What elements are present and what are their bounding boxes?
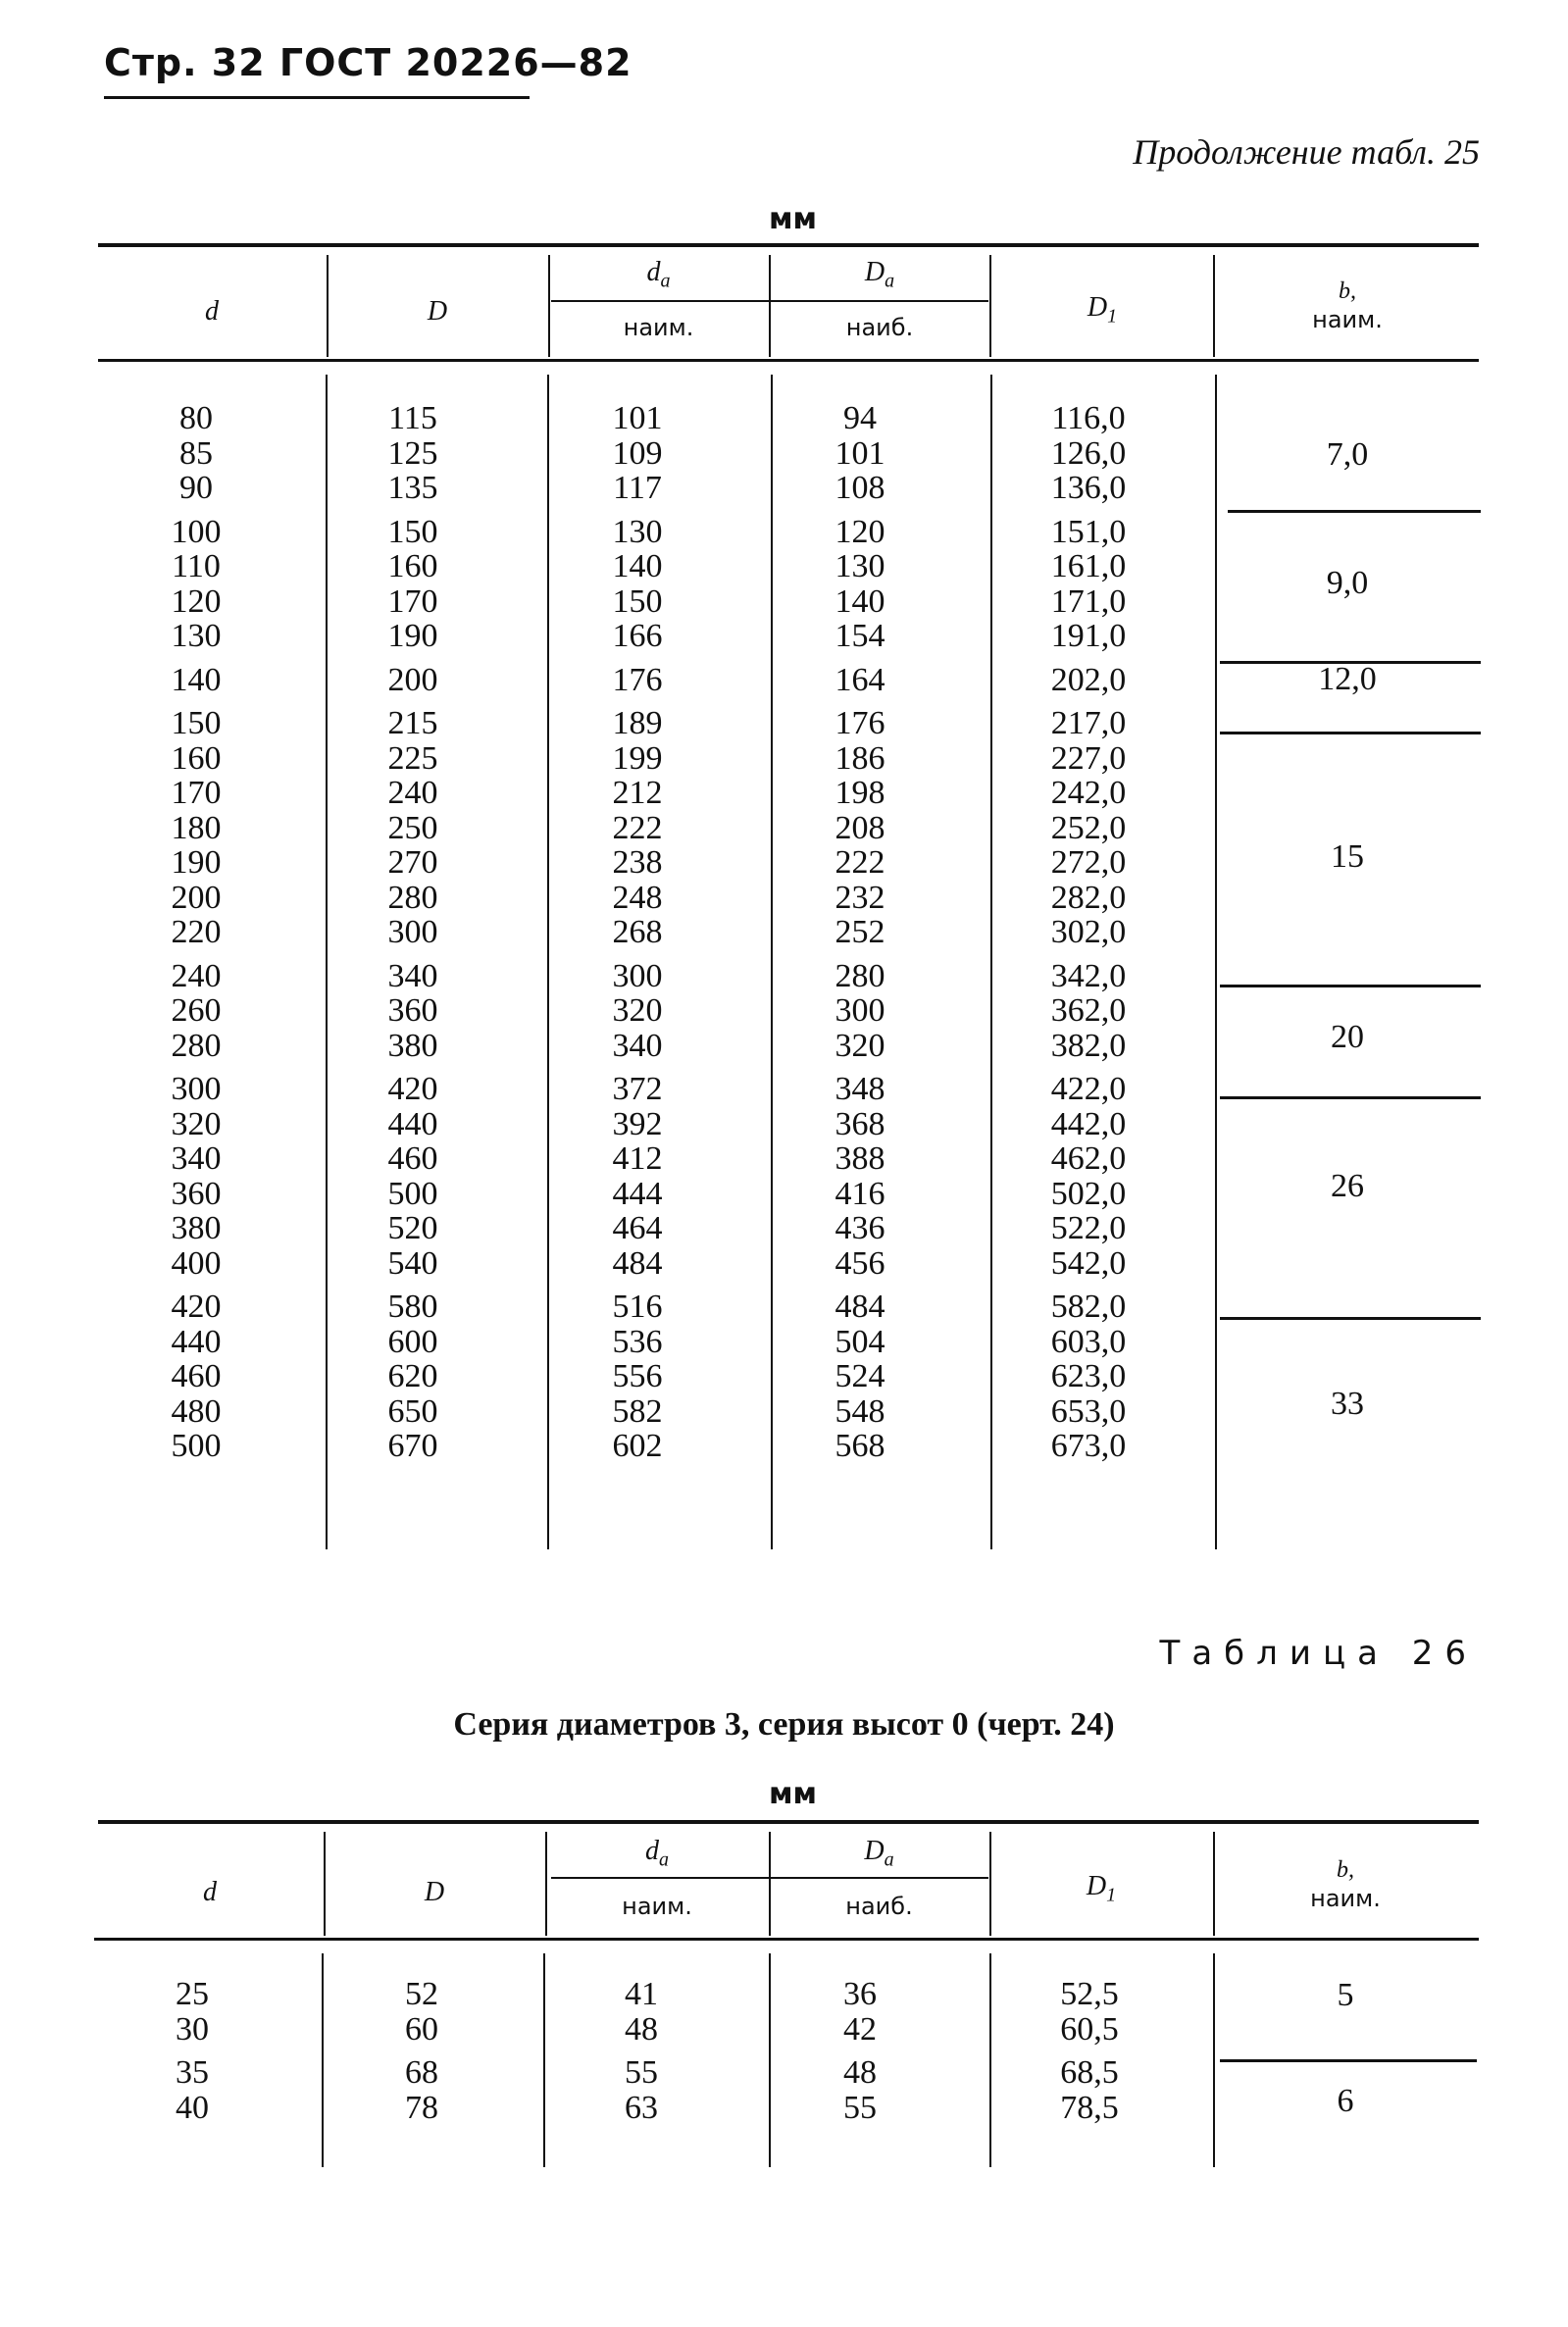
- table-cell-d: 80: [179, 400, 213, 436]
- table-cell-D1: 302,0: [1050, 914, 1127, 950]
- table25-b-26: 26: [1331, 1168, 1364, 1204]
- table-cell-da: 63: [625, 2089, 658, 2126]
- table-cell-da: 212: [612, 775, 663, 811]
- table-cell-D: 190: [387, 618, 438, 654]
- table-cell-d: 30: [176, 2010, 209, 2048]
- table-cell-d: 500: [171, 1428, 222, 1464]
- table25-header-d: d: [205, 296, 219, 327]
- table-cell-Da: 186: [835, 739, 885, 777]
- table-cell-D: 600: [387, 1323, 438, 1360]
- table25-header-D1: $D_1$: [1087, 292, 1118, 328]
- table26-header-b: b,: [1337, 1857, 1354, 1883]
- table-cell-D1: 68,5: [1060, 2054, 1119, 2091]
- table-cell-da: 176: [612, 661, 663, 698]
- table-cell-D1: 171,0: [1050, 582, 1127, 620]
- table-cell-D: 215: [387, 705, 438, 741]
- table25-b-20: 20: [1331, 1019, 1364, 1055]
- table26-header-Da: $D_a$: [864, 1836, 894, 1871]
- table-cell-d: 440: [171, 1323, 222, 1360]
- table-cell-D1: 623,0: [1050, 1358, 1127, 1394]
- table-cell-d: 25: [176, 1976, 209, 2012]
- table-cell-d: 110: [172, 548, 221, 584]
- table-cell-d: 480: [171, 1392, 222, 1430]
- table-cell-D: 60: [405, 2010, 438, 2048]
- table-cell-D1: 582,0: [1050, 1289, 1127, 1325]
- table25-col-D: [327, 401, 499, 1464]
- table26-caption: Серия диаметров 3, серия высот 0 (черт. 24): [453, 1706, 1115, 1743]
- table-cell-D: 420: [387, 1071, 438, 1107]
- table-cell-D1: 202,0: [1050, 661, 1127, 698]
- table-cell-D: 170: [387, 582, 438, 620]
- table25-b-9: 9,0: [1326, 565, 1369, 601]
- table-cell-Da: 548: [835, 1392, 885, 1430]
- table-cell-D1: 382,0: [1050, 1027, 1127, 1064]
- table-cell-D: 160: [387, 548, 438, 584]
- table-cell-D: 580: [387, 1289, 438, 1325]
- table-cell-D: 650: [387, 1392, 438, 1430]
- table-cell-D: 460: [387, 1140, 438, 1177]
- table-cell-Da: 198: [835, 775, 885, 811]
- table-cell-Da: 484: [835, 1289, 885, 1325]
- table-cell-da: 412: [612, 1140, 663, 1177]
- table25-b-33: 33: [1331, 1386, 1364, 1422]
- table-cell-D1: 502,0: [1050, 1175, 1127, 1212]
- table-cell-D: 380: [387, 1027, 438, 1064]
- table-cell-D: 150: [387, 513, 438, 550]
- table-cell-Da: 48: [843, 2054, 877, 2091]
- page-header: Стр. 32 ГОСТ 20226—82: [104, 41, 632, 84]
- table26-header-da-sub: наим.: [622, 1893, 692, 1920]
- table-cell-d: 220: [171, 914, 222, 950]
- table-cell-D1: 542,0: [1050, 1244, 1127, 1282]
- table-cell-D1: 242,0: [1050, 775, 1127, 811]
- table26-label: Таблица 26: [1159, 1634, 1478, 1673]
- header-rule: [104, 96, 530, 99]
- table25-b-12: 12,0: [1318, 661, 1377, 697]
- table-cell-d: 200: [171, 879, 222, 916]
- table25-header-da: $d_a$: [646, 257, 671, 292]
- table-cell-Da: 504: [835, 1323, 885, 1360]
- table-cell-d: 100: [171, 513, 222, 550]
- table-cell-D: 360: [387, 992, 438, 1029]
- table-cell-Da: 222: [835, 844, 885, 881]
- table25-top-rule: [98, 243, 1479, 247]
- table-cell-D: 135: [387, 470, 438, 506]
- table-cell-D: 52: [405, 1976, 438, 2012]
- table-cell-Da: 388: [835, 1140, 885, 1177]
- table-cell-D1: 653,0: [1050, 1392, 1127, 1430]
- table-cell-da: 140: [612, 548, 663, 584]
- table-cell-d: 170: [171, 775, 222, 811]
- table-cell-da: 55: [625, 2054, 658, 2091]
- table-cell-da: 372: [612, 1071, 663, 1107]
- table-cell-Da: 416: [835, 1175, 885, 1212]
- table-cell-Da: 101: [835, 434, 885, 472]
- table-cell-da: 238: [612, 844, 663, 881]
- continuation-label: Продолжение табл. 25: [1133, 132, 1480, 172]
- table-cell-da: 320: [612, 992, 663, 1029]
- table-cell-d: 90: [179, 470, 213, 506]
- table-cell-da: 41: [625, 1976, 658, 2012]
- table-cell-Da: 208: [835, 809, 885, 846]
- table-cell-d: 140: [171, 661, 222, 698]
- table-cell-da: 268: [612, 914, 663, 950]
- table-cell-Da: 42: [843, 2010, 877, 2048]
- table-cell-Da: 176: [835, 705, 885, 741]
- table-cell-D: 240: [387, 775, 438, 811]
- table-cell-Da: 348: [835, 1071, 885, 1107]
- table-cell-D1: 136,0: [1050, 470, 1127, 506]
- table-cell-D: 280: [387, 879, 438, 916]
- table-cell-d: 130: [171, 618, 222, 654]
- table-cell-da: 199: [612, 739, 663, 777]
- table26-b-6: 6: [1337, 2083, 1354, 2119]
- table-cell-D: 225: [387, 739, 438, 777]
- table-cell-Da: 108: [835, 470, 885, 506]
- table-cell-d: 240: [171, 957, 222, 994]
- table-cell-Da: 130: [835, 548, 885, 584]
- table-cell-D: 520: [387, 1210, 438, 1246]
- table-cell-da: 464: [612, 1210, 663, 1246]
- table-cell-D1: 60,5: [1060, 2010, 1119, 2048]
- table-cell-Da: 320: [835, 1027, 885, 1064]
- table-cell-D: 620: [387, 1358, 438, 1394]
- table-cell-D: 78: [405, 2089, 438, 2126]
- table26-header-D: D: [424, 1877, 445, 1907]
- table-cell-da: 248: [612, 879, 663, 916]
- table-cell-da: 48: [625, 2010, 658, 2048]
- table-cell-Da: 456: [835, 1244, 885, 1282]
- table-cell-d: 320: [171, 1105, 222, 1142]
- table25-b-15: 15: [1331, 838, 1364, 875]
- table-cell-Da: 55: [843, 2089, 877, 2126]
- table-cell-da: 484: [612, 1244, 663, 1282]
- table-cell-Da: 568: [835, 1428, 885, 1464]
- table26-col-Da: [769, 1977, 951, 2125]
- table25-header-da-sub: наим.: [623, 314, 694, 341]
- table-cell-D1: 342,0: [1050, 957, 1127, 994]
- table-cell-da: 189: [612, 705, 663, 741]
- table-cell-Da: 232: [835, 879, 885, 916]
- table-cell-da: 166: [612, 618, 663, 654]
- table-cell-D: 300: [387, 914, 438, 950]
- table26-header-Da-sub: наиб.: [845, 1893, 913, 1920]
- table26-header-b-sub: наим.: [1310, 1885, 1381, 1912]
- table25-Da-subrule: [771, 300, 988, 302]
- table-cell-D: 200: [387, 661, 438, 698]
- table-cell-D1: 78,5: [1060, 2089, 1119, 2126]
- table-cell-da: 444: [612, 1175, 663, 1212]
- table-cell-D1: 252,0: [1050, 809, 1127, 846]
- table-cell-d: 460: [171, 1358, 222, 1394]
- table-cell-da: 109: [612, 434, 663, 472]
- table-cell-da: 222: [612, 809, 663, 846]
- table-cell-D: 540: [387, 1244, 438, 1282]
- table-cell-d: 160: [171, 739, 222, 777]
- table-cell-Da: 164: [835, 661, 885, 698]
- table-cell-D: 270: [387, 844, 438, 881]
- table-cell-d: 40: [176, 2089, 209, 2126]
- table-cell-D1: 282,0: [1050, 879, 1127, 916]
- table-cell-D1: 422,0: [1050, 1071, 1127, 1107]
- table-cell-D: 670: [387, 1428, 438, 1464]
- table-cell-d: 380: [171, 1210, 222, 1246]
- table-cell-D1: 126,0: [1050, 434, 1127, 472]
- table-cell-D1: 522,0: [1050, 1210, 1127, 1246]
- table25-b-7: 7,0: [1326, 436, 1369, 473]
- table26-top-rule: [98, 1820, 1479, 1824]
- table-cell-da: 582: [612, 1392, 663, 1430]
- table-cell-D: 125: [387, 434, 438, 472]
- table-cell-D1: 673,0: [1050, 1428, 1127, 1464]
- table-cell-d: 180: [171, 809, 222, 846]
- table25-header-b-sub: наим.: [1312, 306, 1383, 333]
- table-cell-da: 130: [612, 513, 663, 550]
- table-cell-da: 392: [612, 1105, 663, 1142]
- table26-header-D1: $D_1$: [1086, 1871, 1117, 1906]
- table-cell-Da: 300: [835, 992, 885, 1029]
- table-cell-Da: 120: [835, 513, 885, 550]
- table26-header-da: $d_a$: [645, 1836, 669, 1871]
- table25-header-D: D: [427, 296, 448, 327]
- table-cell-d: 260: [171, 992, 222, 1029]
- table25-unit: мм: [769, 202, 818, 236]
- table-cell-d: 35: [176, 2054, 209, 2091]
- table25-header-rule: [98, 359, 1479, 362]
- table25-da-subrule: [551, 300, 769, 302]
- table26-header-rule: [94, 1938, 1479, 1941]
- table-cell-Da: 36: [843, 1976, 877, 2012]
- table-cell-d: 150: [171, 705, 222, 741]
- table-cell-Da: 252: [835, 914, 885, 950]
- table26-unit: мм: [769, 1777, 818, 1811]
- table-cell-d: 400: [171, 1244, 222, 1282]
- table-cell-da: 602: [612, 1428, 663, 1464]
- table-cell-D: 500: [387, 1175, 438, 1212]
- table-cell-D: 440: [387, 1105, 438, 1142]
- table25-col-da: [548, 401, 727, 1464]
- table-cell-da: 516: [612, 1289, 663, 1325]
- table-cell-Da: 140: [835, 582, 885, 620]
- table-cell-d: 420: [171, 1289, 222, 1325]
- table-cell-d: 360: [171, 1175, 222, 1212]
- table-cell-D1: 603,0: [1050, 1323, 1127, 1360]
- table-cell-d: 340: [171, 1140, 222, 1177]
- table-cell-Da: 436: [835, 1210, 885, 1246]
- table-cell-Da: 94: [843, 400, 877, 436]
- table-cell-D1: 217,0: [1050, 705, 1127, 741]
- table-cell-D: 250: [387, 809, 438, 846]
- table26-col-da: [545, 1977, 737, 2125]
- table-cell-Da: 524: [835, 1358, 885, 1394]
- table-cell-da: 101: [612, 400, 663, 436]
- table-cell-d: 120: [171, 582, 222, 620]
- table-cell-D1: 116,0: [1051, 400, 1126, 436]
- table-cell-d: 280: [171, 1027, 222, 1064]
- table-cell-d: 300: [171, 1071, 222, 1107]
- table-cell-D: 68: [405, 2054, 438, 2091]
- table-cell-Da: 154: [835, 618, 885, 654]
- table-cell-da: 117: [613, 470, 662, 506]
- table-cell-D1: 161,0: [1050, 548, 1127, 584]
- table-cell-d: 190: [171, 844, 222, 881]
- table-cell-D1: 442,0: [1050, 1105, 1127, 1142]
- table25-header-b: b,: [1339, 278, 1356, 304]
- table-cell-da: 340: [612, 1027, 663, 1064]
- table-cell-Da: 368: [835, 1105, 885, 1142]
- table-cell-da: 536: [612, 1323, 663, 1360]
- table-cell-D1: 227,0: [1050, 739, 1127, 777]
- table-cell-D1: 191,0: [1050, 618, 1127, 654]
- table26-col-d: [98, 1977, 286, 2125]
- table-cell-da: 300: [612, 957, 663, 994]
- table-cell-Da: 280: [835, 957, 885, 994]
- table-cell-D1: 151,0: [1050, 513, 1127, 550]
- table25-col-D1: [990, 401, 1187, 1464]
- table-cell-D: 115: [388, 400, 437, 436]
- table-cell-d: 85: [179, 434, 213, 472]
- table25-col-Da: [769, 401, 951, 1464]
- table25-header-Da: $D_a$: [864, 257, 895, 292]
- table-cell-D1: 52,5: [1060, 1976, 1119, 2012]
- table25-col-d: [98, 401, 294, 1464]
- table26-b-5: 5: [1337, 1977, 1354, 2013]
- table26-col-D: [324, 1977, 520, 2125]
- table26-col-D1: [989, 1977, 1189, 2125]
- table-cell-da: 556: [612, 1358, 663, 1394]
- table-cell-da: 150: [612, 582, 663, 620]
- table25-header-Da-sub: наиб.: [845, 314, 914, 341]
- table-cell-D1: 462,0: [1050, 1140, 1127, 1177]
- table-cell-D: 340: [387, 957, 438, 994]
- table26-header-d: d: [203, 1877, 217, 1907]
- table-cell-D1: 362,0: [1050, 992, 1127, 1029]
- table-cell-D1: 272,0: [1050, 844, 1127, 881]
